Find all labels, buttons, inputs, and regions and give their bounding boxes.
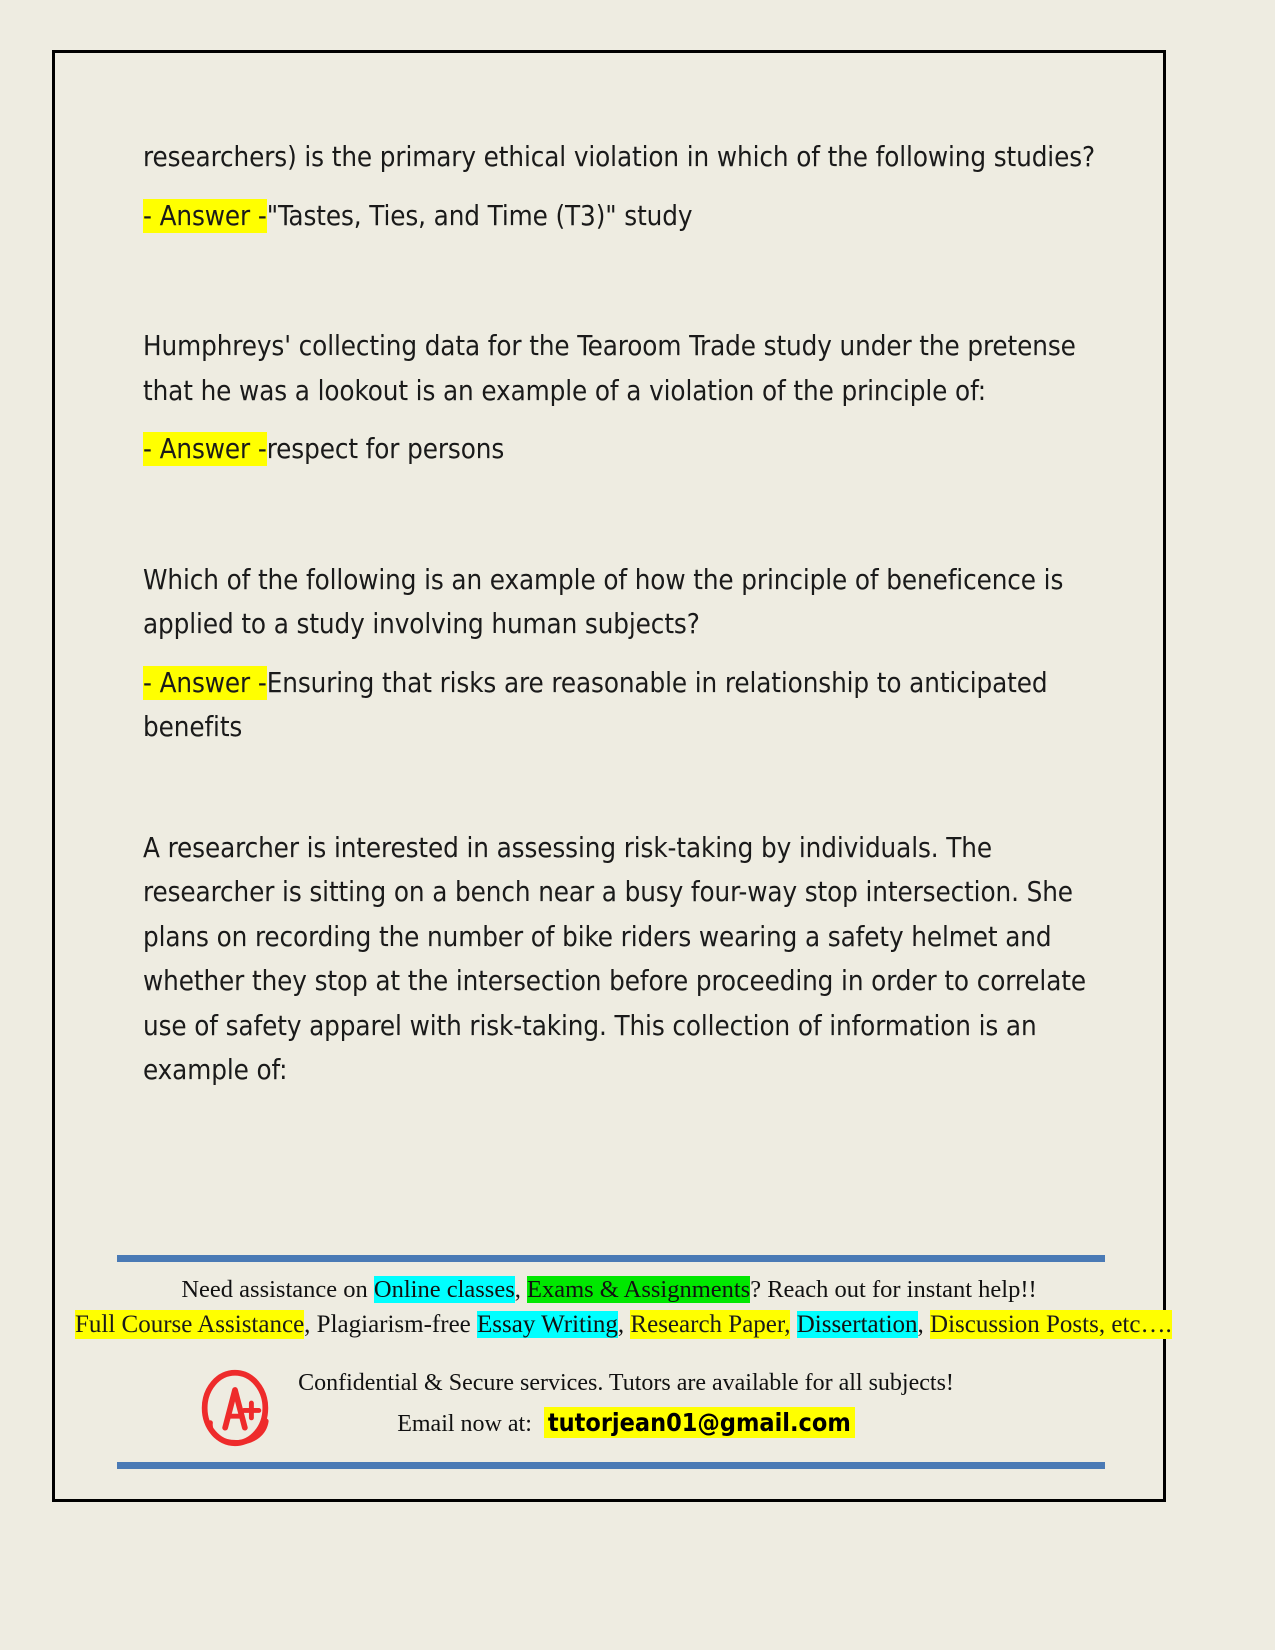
question-text-4: A researcher is interested in assessing risk-taking by individuals. The researcher is sitting on a bench near a busy four-way stop intersection. She plans on recording the number of bike riders wearing a safety helmet and whether they stop at the intersection before proceeding in order to correlate use of safety apparel with risk-taking. This collection of information is an example of:: [143, 831, 1086, 1086]
promo-essay-writing: Essay Writing: [477, 1311, 618, 1338]
answer-text-3: Ensuring that risks are reasonable in relationship to anticipated benefits: [143, 666, 1048, 743]
email-prefix: Email now at:: [397, 1411, 532, 1437]
promo-line-2: [75, 1307, 1172, 1343]
question-text-3: Which of the following is an example of how the principle of beneficence is applied to a study involving human subjects?: [143, 563, 1064, 640]
spacer: [143, 472, 1103, 558]
answer-line-2: [143, 427, 1103, 472]
question-block-3: [143, 558, 1103, 750]
promo-2-part2: ,: [617, 1311, 631, 1338]
promo-1-part3: ? Reach out for instant help!!: [750, 1276, 1037, 1303]
question-block-4: [143, 826, 1103, 1093]
answer-text-1: "Tastes, Ties, and Time (T3)" study: [266, 199, 693, 232]
promo-online-classes: Online classes: [373, 1276, 515, 1303]
promo-1-part2: ,: [514, 1276, 527, 1303]
promo-2-part3: [790, 1311, 796, 1338]
promo-dissertation: Dissertation: [796, 1311, 918, 1338]
email-row: [298, 1404, 954, 1443]
email-address[interactable]: tutorjean01@gmail.com: [544, 1407, 855, 1438]
spacer: [143, 647, 1103, 661]
promo-footer: [55, 1241, 1172, 1499]
promo-exams-assignments: Exams & Assignments: [526, 1276, 751, 1303]
promo-full-course-assistance: Full Course Assistance: [75, 1311, 305, 1338]
contact-line-1: Confidential & Secure services. Tutors are available for all subjects!: [298, 1370, 954, 1396]
promo-2-part4: ,: [917, 1311, 931, 1338]
document-body: [143, 135, 1103, 1093]
question-text-2: Humphreys' collecting data for the Tearoom Trade study under the pretense that he was a lookout is an example of a violation of the principle of:: [143, 330, 1076, 407]
contact-block: [55, 1365, 1163, 1449]
answer-label-2: - Answer -: [143, 433, 267, 465]
answer-line-3: [143, 661, 1103, 750]
divider-bottom: [117, 1462, 1105, 1469]
spacer: [143, 413, 1103, 427]
answer-label-3: - Answer -: [143, 666, 267, 699]
promo-research-paper: Research Paper,: [630, 1311, 791, 1338]
question-block-1: [143, 135, 1103, 238]
question-text-1: researchers) is the primary ethical violation in which of the following studies?: [143, 141, 1096, 173]
document-page: [52, 50, 1172, 1502]
promo-1-part1: Need assistance on: [181, 1276, 374, 1303]
promo-2-part1: , Plagiarism-free: [304, 1311, 478, 1338]
spacer: [143, 750, 1103, 826]
promo-discussion-posts: Discussion Posts, etc….: [930, 1311, 1172, 1338]
promo-text: [75, 1273, 1172, 1343]
question-block-2: [143, 324, 1103, 472]
spacer: [143, 180, 1103, 194]
spacer: [143, 238, 1103, 324]
promo-line-1: [75, 1273, 1143, 1307]
contact-text: [298, 1365, 1024, 1443]
a-plus-logo-icon: [194, 1367, 276, 1449]
answer-text-2: respect for persons: [266, 433, 505, 465]
answer-label-1: - Answer -: [143, 199, 267, 232]
answer-line-1: [143, 194, 1103, 239]
divider-top: [117, 1255, 1105, 1262]
